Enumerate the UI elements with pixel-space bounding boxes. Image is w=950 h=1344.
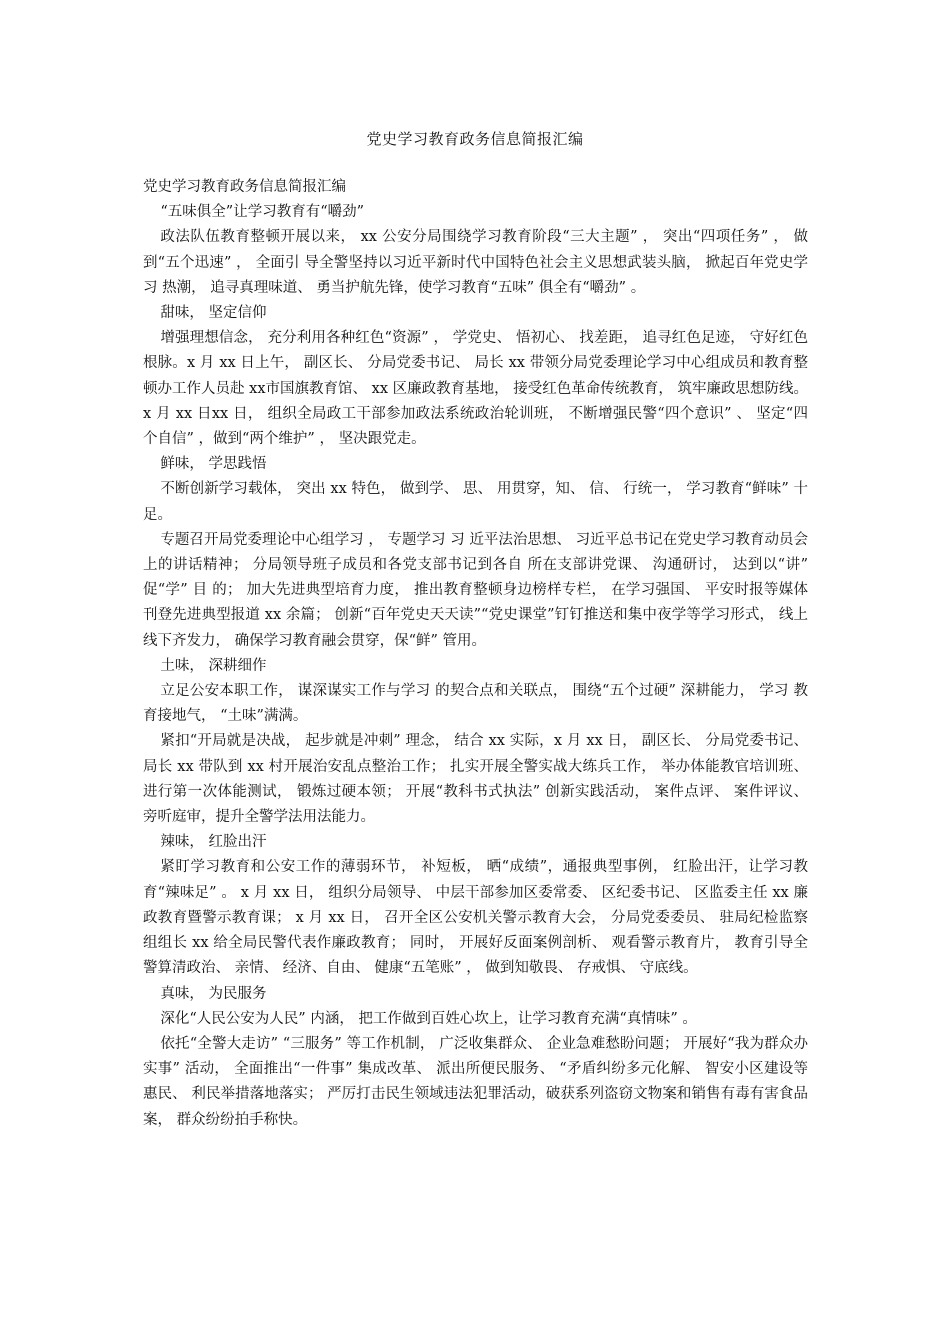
section-heading-sweet: 甜味， 坚定信仰 [160, 305, 267, 322]
paragraph-earthy-2: 紧扣“开局就是决战， 起步就是冲刺” 理念， 结合 xx 实际，x 月 xx 日， 副区长、 分局党委书记、 局长 xx 带队到 xx 村开展治安乱点整治工作； 扎实开展全警实战大练兵工作， 举办体能教官培训班、 进行第一次体能测试， 锻炼过硬本领； 开展“教科书式执法” 创新实践活动， 案件点评、 案件评议、 旁听庭审，提升全警学法用法能力。 [143, 733, 808, 826]
section-heading-spicy: 辣味， 红脸出汗 [160, 834, 267, 851]
paragraph-fresh-1: 不断创新学习载体， 突出 xx 特色， 做到学、 思、 用贯穿，知、 信、 行统一， 学习教育“鲜味” 十足。 [143, 481, 808, 523]
paragraph-genuine-1: 深化“人民公安为人民” 内涵， 把工作做到百姓心坎上，让学习教育充满“真情味” 。 [160, 1010, 697, 1027]
section-heading-main: “五味俱全”让学习教育有“嚼劲” [160, 204, 365, 221]
body-title-line: 党史学习教育政务信息简报汇编 [143, 179, 346, 195]
paragraph-fresh-2: 专题召开局党委理论中心组学习 ， 专题学习 习 近平法治思想、 习近平总书记在党史学习教育动员会上的讲话精神； 分局领导班子成员和各党支部书记到各自 所在支部讲党课、 沟通研讨， 达到以“讲” 促“学” 目 的； 加大先进典型培育力度， 推出教育整顿身边榜样专栏， 在学习强国、 平安时报等媒体刊登先进典型报道 xx 余篇； 创新“百年党史天天读”“党史课堂”钉钉推送和集中夜学等学习形式， 线上线下齐发力， 确保学习教育融会贯穿，保“鲜” 管用。 [143, 531, 808, 649]
section-heading-earthy: 土味， 深耕细作 [160, 657, 267, 674]
paragraph-intro: 政法队伍教育整顿开展以来， xx 公安分局围绕学习教育阶段“三大主题” ， 突出“四项任务” ， 做到“五个迅速” ， 全面引 导全警坚持以习近平新时代中国特色社会主义思想武装头脑， 掀起百年党史学习 热潮， 追寻真理味道、 勇当护航先锋，使学习教育“五味” 俱全有“嚼劲” 。 [143, 229, 808, 296]
section-heading-fresh: 鲜味， 学思践悟 [160, 456, 267, 473]
paragraph-spicy: 紧盯学习教育和公安工作的薄弱环节， 补短板， 晒“成绩”，通报典型事例， 红脸出汗，让学习教育“辣味足” 。 x 月 xx 日， 组织分局领导、 中层干部参加区委常委、 区纪委书记、 区监委主任 xx 廉政教育暨警示教育课； x 月 xx 日， 召开全区公安机关警示教育大会， 分局党委委员、 驻局纪检监察组组长 xx 给全局民警代表作廉政教育； 同时， 开展好反面案例剖析、 观看警示教育片， 教育引导全警算清政治、 亲情、 经济、自由、 健康“五笔账” ， 做到知敬畏、 存戒惧、 守底线。 [143, 859, 808, 977]
paragraph-earthy-1: 立足公安本职工作， 谋深谋实工作与学习 的契合点和关联点， 围绕“五个过硬” 深耕能力， 学习 教育接地气， “土味”满满。 [143, 683, 808, 725]
paragraph-sweet: 增强理想信念， 充分利用各种红色“资源” ， 学党史、 悟初心、 找差距， 追寻红色足迹， 守好红色根脉。x 月 xx 日上午， 副区长、 分局党委书记、 局长 xx 带领分局党委理论学习中心组成员和教育整顿办工作人员赴 xx市国旗教育馆、 xx 区廉政教育基地， 接受红色革命传统教育， 筑牢廉政思想防线。 x 月 xx 日xx 日， 组织全局政工干部参加政法系统政治轮训班， 不断增强民警“四个意识” 、 坚定“四个自信” ，做到“两个维护” ， 坚决跟党走。 [143, 330, 808, 448]
section-heading-genuine: 真味， 为民服务 [160, 985, 267, 1002]
paragraph-genuine-2: 依托“全警大走访” “三服务” 等工作机制， 广泛收集群众、 企业急难愁盼问题； 开展好“我为群众办实事” 活动， 全面推出“一件事” 集成改革、 派出所便民服务、 “矛盾纠纷多元化解、 智安小区建设等惠民、 利民举措落地落实； 严厉打击民生领域违法犯罪活动，破获系列盗窃文物案和销售有毒有害食品案， 群众纷纷拍手称快。 [143, 1035, 808, 1128]
document-body [143, 175, 808, 1133]
document-title: 党史学习教育政务信息简报汇编 [366, 130, 584, 148]
